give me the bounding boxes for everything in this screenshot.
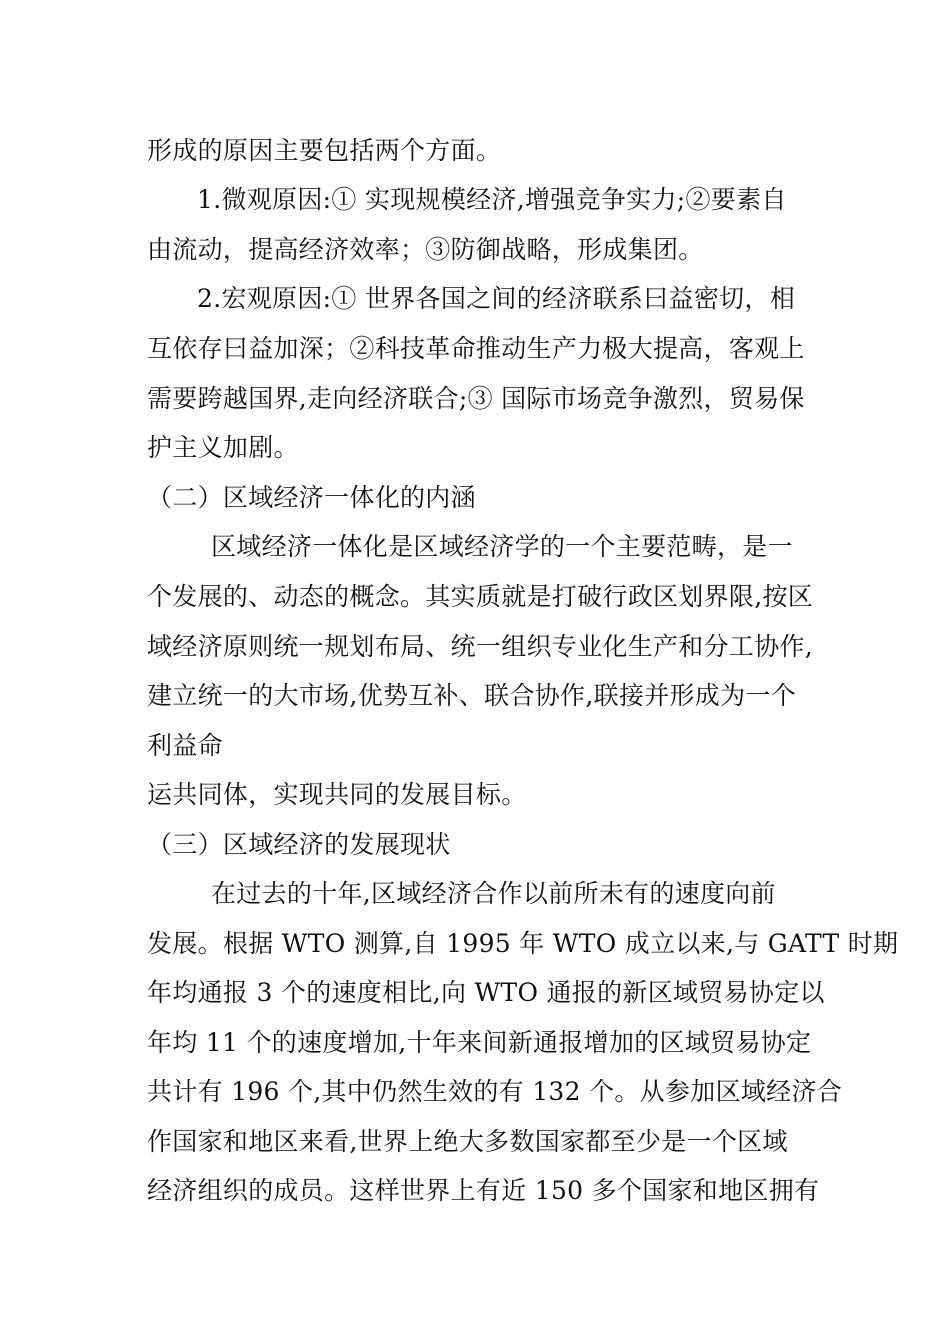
text-line: 区域经济一体化是区域经济学的一个主要范畴，是一 [211,532,793,561]
text-line: 形成的原因主要包括两个方面。 [147,136,502,165]
text-line: 1.微观原因:① 实现规模经济,增强竞争实力;②要素自 [197,185,787,214]
text-line: 在过去的十年,区域经济合作以前所未有的速度向前 [211,879,776,908]
text-line: 作国家和地区来看,世界上绝大多数国家都至少是一个区域 [147,1127,788,1156]
text-line: 护主义加剧。 [147,433,299,462]
text-line: 个发展的、动态的概念。其实质就是打破行政区划界限,按区 [147,582,814,611]
text-line: 经济组织的成员。这样世界上有近 150 多个国家和地区拥有 [147,1176,820,1205]
text-line: 域经济原则统一规划布局、统一组织专业化生产和分工协作, [147,632,814,661]
section-heading: （二）区域经济一体化的内涵 [147,483,476,512]
text-line: 共计有 196 个,其中仍然生效的有 132 个。从参加区域经济合 [147,1077,843,1106]
text-line: 互依存曰益加深；②科技革命推动生产力极大提高，客观上 [147,334,805,363]
text-line: 运共同体，实现共同的发展目标。 [147,780,527,809]
text-line: 年均通报 3 个的速度相比,向 WTO 通报的新区域贸易协定以 [147,978,825,1007]
text-line: 年均 11 个的速度增加,十年来间新通报增加的区域贸易协定 [147,1028,812,1057]
text-line: 由流动，提高经济效率；③防御战略，形成集团。 [147,235,704,264]
text-line: 建立统一的大市场,优势互补、联合协作,联接并形成为一个 [147,681,796,710]
text-line: 利益命 [147,731,223,760]
text-line: 需要跨越国界,走向经济联合;③ 国际市场竞争激烈，贸易保 [147,384,805,413]
text-line: 发展。根据 WTO 测算,自 1995 年 WTO 成立以来,与 GATT 时期 [147,929,899,958]
section-heading: （三）区域经济的发展现状 [147,830,451,859]
text-line: 2.宏观原因:① 世界各国之间的经济联系曰益密切，相 [197,284,796,313]
